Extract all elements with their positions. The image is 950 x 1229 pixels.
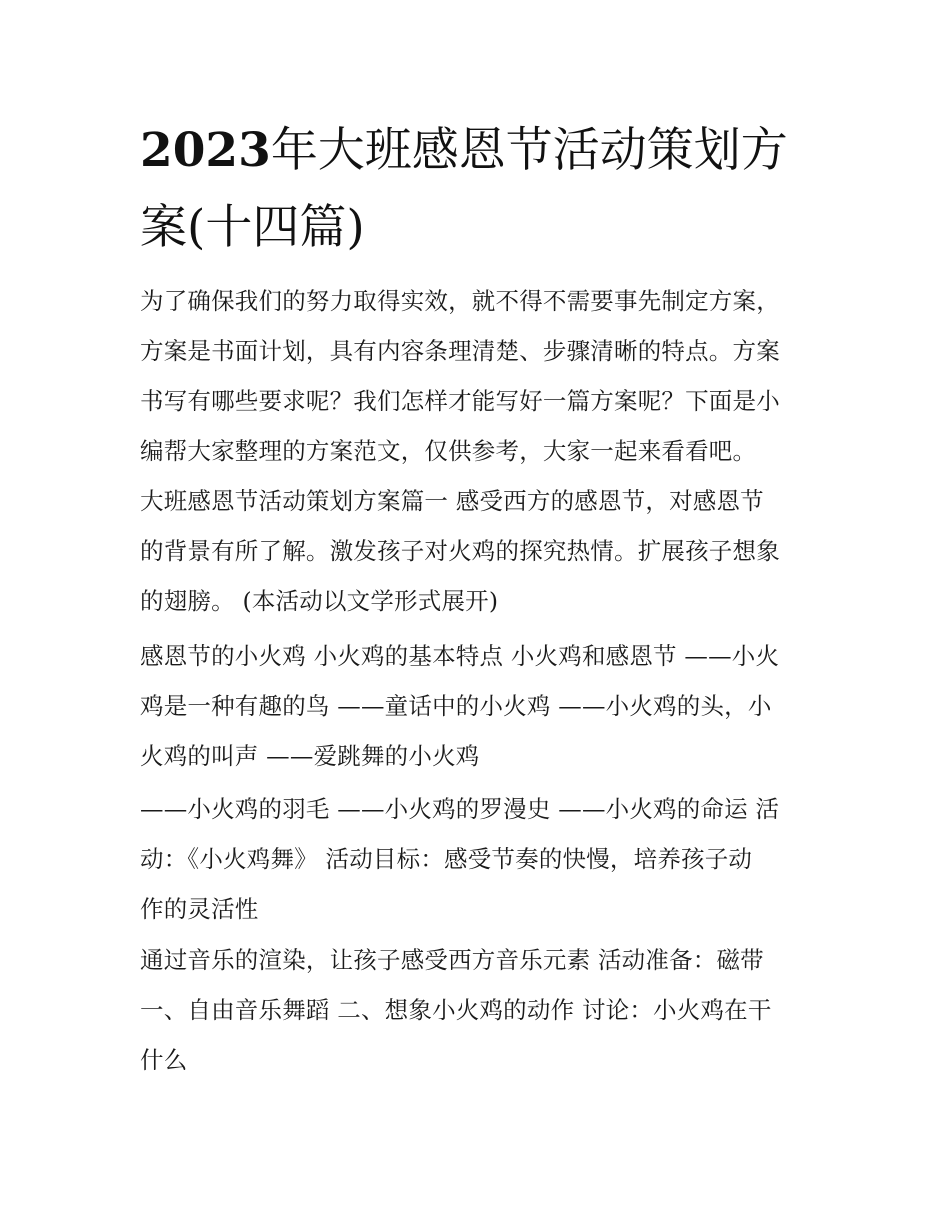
body-line-15: 一、自由音乐舞蹈 二、想象小火鸡的动作 讨论：小火鸡在干 — [140, 996, 772, 1024]
body-line-8: 感恩节的小火鸡 小火鸡的基本特点 小火鸡和感恩节 ——小火 — [140, 642, 780, 670]
title-line2-text: 案(十四篇) — [140, 200, 365, 255]
body-line-2: 方案是书面计划，具有内容条理清楚、步骤清晰的特点。方案 — [140, 337, 780, 365]
title-year: 2023 — [140, 123, 271, 178]
body-line-14: 通过音乐的渲染，让孩子感受西方音乐元素 活动准备：磁带 — [140, 946, 764, 974]
body-line-5: 大班感恩节活动策划方案篇一 感受西方的感恩节，对感恩节 — [140, 487, 764, 515]
body-line-16: 什么 — [140, 1046, 188, 1074]
document-title — [140, 112, 820, 266]
body-line-11: ——小火鸡的羽毛 ——小火鸡的罗漫史 ——小火鸡的命运 活 — [140, 795, 780, 823]
body-line-10: 火鸡的叫声 ——爱跳舞的小火鸡 — [140, 742, 480, 770]
body-line-3: 书写有哪些要求呢？我们怎样才能写好一篇方案呢？下面是小 — [140, 387, 780, 415]
body-line-4: 编帮大家整理的方案范文，仅供参考，大家一起来看看吧。 — [140, 437, 757, 465]
body-line-13: 作的灵活性 — [140, 895, 259, 923]
body-line-7: 的翅膀。 (本活动以文学形式展开) — [140, 587, 499, 615]
body-line-9: 鸡是一种有趣的鸟 ——童话中的小火鸡 ——小火鸡的头，小 — [140, 692, 772, 720]
title-line1-text: 年大班感恩节活动策划方 — [270, 123, 788, 178]
body-line-1: 为了确保我们的努力取得实效，就不得不需要事先制定方案， — [140, 287, 780, 315]
body-line-12: 动：《小火鸡舞》 活动目标：感受节奏的快慢，培养孩子动 — [140, 845, 753, 873]
body-line-6: 的背景有所了解。激发孩子对火鸡的探究热情。扩展孩子想象 — [140, 537, 780, 565]
